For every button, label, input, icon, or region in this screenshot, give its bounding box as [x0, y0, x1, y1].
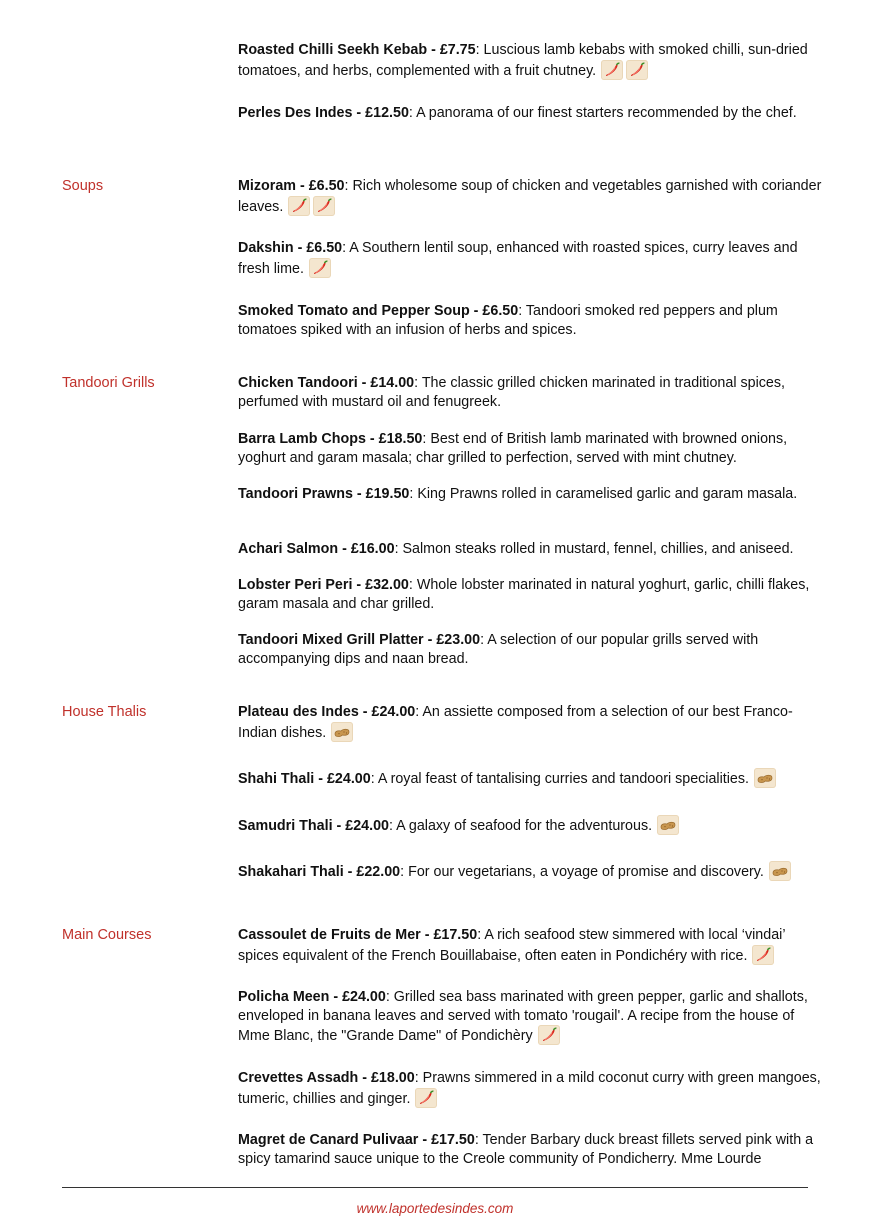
- dish-description: King Prawns rolled in caramelised garlic and garam masala.: [417, 486, 798, 502]
- menu-item: Chicken Tandoori - £14.00: The classic grilled chicken marinated in traditional spices, perfumed with mustard oil and fenugreek.: [238, 375, 785, 410]
- dish-name: Mizoram: [238, 178, 296, 194]
- dish-price: £22.00: [356, 864, 401, 880]
- menu-item: Shakahari Thali - £22.00: For our vegetarians, a voyage of promise and discovery.: [238, 861, 828, 882]
- dish-description: The classic grilled chicken marinated in traditional spices, perfumed with mustard oil and fenugreek.: [238, 375, 785, 410]
- dish-icons: [652, 818, 679, 834]
- dish-icons: [749, 771, 776, 787]
- dish-description: Best end of British lamb marinated with browned onions, yoghurt and garam masala; char grilled to perfection, served with mint chutney.: [238, 431, 788, 466]
- menu-item: Perles Des Indes - £12.50: A panorama of our finest starters recommended by the chef.: [238, 105, 797, 121]
- dish-description: Whole lobster marinated in natural yoghurt, garlic, chilli flakes, garam masala and char grilled.: [238, 577, 810, 612]
- dish-icons: [596, 63, 648, 79]
- dish-price: £6.50: [482, 303, 519, 319]
- peanut-icon: [754, 768, 776, 788]
- menu-item: Roasted Chilli Seekh Kebab - £7.75: Luscious lamb kebabs with smoked chilli, sun-dried tomatoes, and herbs, complemented with a fruit chutney.: [238, 42, 808, 79]
- menu-item: Tandoori Mixed Grill Platter - £23.00: A selection of our popular grills served with accompanying dips and naan bread.: [238, 632, 759, 667]
- peanut-icon: [769, 861, 791, 881]
- dish-description: A royal feast of tantalising curries and tandoori specialities.: [377, 771, 750, 787]
- dish-price: £24.00: [326, 771, 371, 787]
- category-house-thalis: House Thalis: [62, 704, 147, 720]
- menu-item: Cassoulet de Fruits de Mer - £17.50: A rich seafood stew simmered with local ‘vindai’ spices equivalent of the French Bouillabaise, often eaten in Pondichéry with rice.: [238, 927, 785, 964]
- chilli-icon: [626, 60, 648, 80]
- category-tandoori-grills: Tandoori Grills: [62, 375, 155, 391]
- dish-name: Tandoori Mixed Grill Platter: [238, 632, 424, 648]
- dish-price: £17.50: [433, 927, 478, 943]
- dish-price: £18.00: [370, 1070, 415, 1086]
- dish-name: Plateau des Indes: [238, 704, 359, 720]
- dish-description: A galaxy of seafood for the adventurous.: [396, 818, 653, 834]
- dish-name: Magret de Canard Pulivaar: [238, 1132, 419, 1148]
- dish-price: £6.50: [308, 178, 345, 194]
- menu-item: Magret de Canard Pulivaar - £17.50: Tender Barbary duck breast fillets served pink with a spicy tamarind sauce unique to the Creole community of Pondicherry. Mme Lourde: [238, 1132, 814, 1167]
- category-soups: Soups: [62, 178, 104, 194]
- dish-name: Dakshin: [238, 240, 294, 256]
- menu-item: Mizoram - £6.50: Rich wholesome soup of chicken and vegetables garnished with coriander leaves.: [238, 178, 822, 215]
- dish-price: £6.50: [306, 240, 343, 256]
- dish-description: A panorama of our finest starters recommended by the chef.: [416, 105, 797, 121]
- dish-icons: [304, 261, 331, 277]
- dish-price: £24.00: [371, 704, 416, 720]
- dish-description: Rich wholesome soup of chicken and vegetables garnished with coriander leaves.: [238, 178, 822, 215]
- dish-price: £14.00: [370, 375, 415, 391]
- dish-description: Prawns simmered in a mild coconut curry with green mangoes, tumeric, chillies and ginger.: [238, 1070, 821, 1107]
- menu-item: Plateau des Indes - £24.00: An assiette composed from a selection of our best Franco-Indian dishes.: [238, 704, 793, 741]
- dish-name: Perles Des Indes: [238, 105, 353, 121]
- chilli-icon: [309, 258, 331, 278]
- website-link[interactable]: www.laportedesindes.com: [356, 1201, 514, 1216]
- menu-item: Lobster Peri Peri - £32.00: Whole lobster marinated in natural yoghurt, garlic, chilli flakes, garam masala and char grilled.: [238, 577, 810, 612]
- dish-price: £32.00: [365, 577, 409, 593]
- dish-icons: [283, 199, 335, 215]
- dish-name: Smoked Tomato and Pepper Soup: [238, 303, 470, 319]
- menu-item: Tandoori Prawns - £19.50: King Prawns rolled in caramelised garlic and garam masala.: [238, 486, 798, 502]
- menu-item: Samudri Thali - £24.00: A galaxy of seafood for the adventurous.: [238, 815, 828, 836]
- dish-price: £7.75: [439, 42, 476, 58]
- dish-description: A rich seafood stew simmered with local ‘vindai’ spices equivalent of the French Bouillabaise, often eaten in Pondichéry with rice.: [238, 927, 785, 964]
- dish-icons: [764, 864, 791, 880]
- menu-item: Crevettes Assadh - £18.00: Prawns simmered in a mild coconut curry with green mangoes, tumeric, chillies and ginger.: [238, 1070, 821, 1107]
- dish-description: Grilled sea bass marinated with green pepper, garlic and shallots, enveloped in banana leaves and served with tomato 'rougail'. A recipe from the house of Mme Blanc, the "Grande Dame" of Pondichèry: [238, 989, 808, 1044]
- menu-item: Shahi Thali - £24.00: A royal feast of tantalising curries and tandoori specialities.: [238, 768, 828, 789]
- dish-description: Luscious lamb kebabs with smoked chilli, sun-dried tomatoes, and herbs, complemented with a fruit chutney.: [238, 42, 808, 79]
- dish-price: £23.00: [436, 632, 481, 648]
- dish-price: £18.50: [378, 431, 423, 447]
- dish-name: Policha Meen: [238, 989, 330, 1005]
- dish-description: Salmon steaks rolled in mustard, fennel, chillies, and aniseed.: [402, 541, 794, 557]
- chilli-icon: [313, 196, 335, 216]
- chilli-icon: [601, 60, 623, 80]
- dish-description: For our vegetarians, a voyage of promise and discovery.: [408, 864, 764, 880]
- dish-icons: [747, 948, 774, 964]
- dish-name: Achari Salmon: [238, 541, 339, 557]
- dish-price: £24.00: [345, 818, 389, 834]
- dish-price: £16.00: [350, 541, 395, 557]
- dish-name: Chicken Tandoori: [238, 375, 358, 391]
- dish-price: £24.00: [342, 989, 386, 1005]
- chilli-icon: [288, 196, 310, 216]
- dish-description: An assiette composed from a selection of our best Franco-Indian dishes.: [238, 704, 793, 741]
- dish-name: Shakahari Thali: [238, 864, 344, 880]
- chilli-icon: [752, 945, 774, 965]
- dish-name: Roasted Chilli Seekh Kebab: [238, 42, 428, 58]
- dish-description: A selection of our popular grills served with accompanying dips and naan bread.: [238, 632, 759, 667]
- dish-description: A Southern lentil soup, enhanced with roasted spices, curry leaves and fresh lime.: [238, 240, 798, 277]
- dish-name: Lobster Peri Peri: [238, 577, 353, 593]
- dish-name: Tandoori Prawns: [238, 486, 353, 502]
- dish-price: £17.50: [431, 1132, 475, 1148]
- dish-name: Crevettes Assadh: [238, 1070, 359, 1086]
- menu-item: Achari Salmon - £16.00: Salmon steaks rolled in mustard, fennel, chillies, and aniseed.: [238, 541, 794, 557]
- menu-item: Dakshin - £6.50: A Southern lentil soup, enhanced with roasted spices, curry leaves and fresh lime.: [238, 240, 798, 277]
- category-main-courses: Main Courses: [62, 927, 152, 943]
- menu-item: Smoked Tomato and Pepper Soup - £6.50: Tandoori smoked red peppers and plum tomatoes spiked with an infusion of herbs and spices.: [238, 303, 778, 338]
- dish-name: Samudri Thali: [238, 818, 333, 834]
- peanut-icon: [331, 722, 353, 742]
- footer-divider: [62, 1187, 808, 1188]
- dish-description: Tender Barbary duck breast fillets served pink with a spicy tamarind sauce unique to the Creole community of Pondicherry. Mme Lourde: [238, 1132, 814, 1167]
- dish-name: Cassoulet de Fruits de Mer: [238, 927, 421, 943]
- dish-name: Shahi Thali: [238, 771, 315, 787]
- peanut-icon: [657, 815, 679, 835]
- dish-icons: [326, 725, 353, 741]
- chilli-icon: [538, 1025, 560, 1045]
- chilli-icon: [415, 1088, 437, 1108]
- dish-description: Tandoori smoked red peppers and plum tomatoes spiked with an infusion of herbs and spices.: [238, 303, 778, 338]
- dish-icons: [533, 1028, 560, 1044]
- dish-name: Barra Lamb Chops: [238, 431, 366, 447]
- menu-item: Policha Meen - £24.00: Grilled sea bass marinated with green pepper, garlic and shallots, enveloped in banana leaves and served with tomato 'rougail'. A recipe from the house of Mme Blanc, the "Grande Dame" of Pondichèry: [238, 989, 808, 1044]
- dish-price: £12.50: [365, 105, 409, 121]
- dish-price: £19.50: [365, 486, 410, 502]
- menu-item: Barra Lamb Chops - £18.50: Best end of British lamb marinated with browned onions, yoghurt and garam masala; char grilled to perfection, served with mint chutney.: [238, 431, 788, 466]
- dish-icons: [410, 1091, 437, 1107]
